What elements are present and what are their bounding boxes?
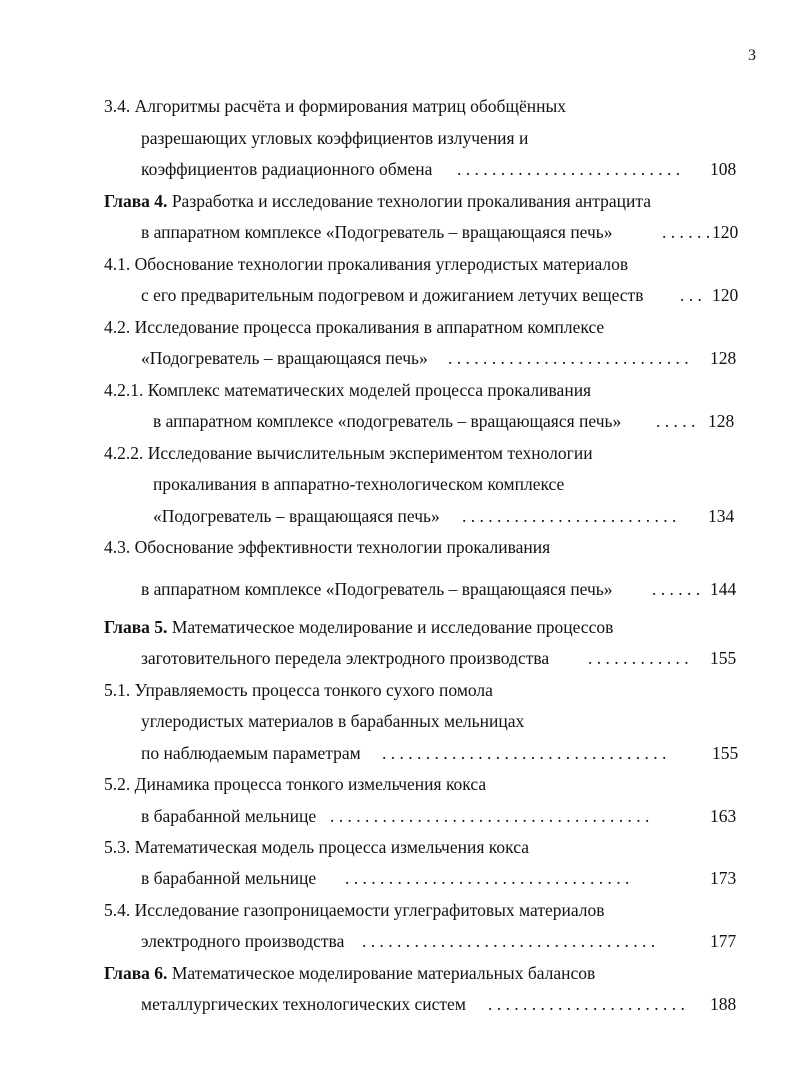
toc-leader: . . . . . . <box>652 579 701 599</box>
toc-leader: . . . . . . . . . . . . . . . . . . . . . . . . . . . . <box>448 348 689 368</box>
toc-leader: . . . . . . . . . . . . . . . . . . . . . . . <box>488 994 685 1014</box>
toc-leader: . . . <box>680 285 702 305</box>
toc-page-number: 128 <box>710 348 737 368</box>
toc-entry-title: электродного производства <box>141 931 345 951</box>
toc-entry-title: 4.2.2. Исследование вычислительным экспериментом технологии <box>104 443 593 463</box>
toc-entry-title: заготовительного передела электродного производства <box>141 648 550 668</box>
toc-page-number: 188 <box>710 994 737 1014</box>
toc-page-number: 120 <box>712 222 739 242</box>
toc-entry-title: «Подогреватель – вращающаяся печь» <box>153 506 440 526</box>
toc-entry-title: 5.2. Динамика процесса тонкого измельчения кокса <box>104 774 487 794</box>
toc-entry-title: в барабанной мельнице <box>141 868 317 888</box>
toc-leader: . . . . . . . . . . . . . . . . . . . . . . . . . . <box>457 159 681 179</box>
toc-entry-title: 5.4. Исследование газопроницаемости углеграфитовых материалов <box>104 900 605 920</box>
toc-entry-title: 4.2.1. Комплекс математических моделей процесса прокаливания <box>104 380 592 400</box>
toc-entry-title: разрешающих угловых коэффициентов излучения и <box>141 128 529 148</box>
toc-entry-title: «Подогреватель – вращающаяся печь» <box>141 348 428 368</box>
toc-entry-title: прокаливания в аппаратно-технологическом комплексе <box>153 474 565 494</box>
toc-entry-title: по наблюдаемым параметрам <box>141 743 361 763</box>
toc-page-number: 120 <box>712 285 739 305</box>
toc-entry-title: Математическое моделирование материальных балансов <box>167 963 596 983</box>
toc-entry-title: 4.2. Исследование процесса прокаливания в аппаратном комплексе <box>104 317 605 337</box>
page-number: 3 <box>748 47 756 64</box>
toc-leader: . . . . . . . . . . . . . . . . . . . . . . . . . <box>462 506 677 526</box>
toc-entry-title: с его предварительным подогревом и дожиганием летучих веществ <box>141 285 644 305</box>
chapter-label: Глава 4. <box>104 191 168 211</box>
toc-page-number: 128 <box>708 411 735 431</box>
toc-page-number: 134 <box>708 506 735 526</box>
toc-entry-title: 3.4. Алгоритмы расчёта и формирования матриц обобщённых <box>104 96 566 116</box>
toc-leader: . . . . . . . . . . . . . . . . . . . . . . . . . . . . . . . . . . <box>362 931 656 951</box>
toc-page-number: 108 <box>710 159 737 179</box>
toc-entry-title: 4.3. Обоснование эффективности технологии прокаливания <box>104 537 551 557</box>
toc-entry-title: в аппаратном комплексе «Подогреватель – вращающаяся печь» <box>141 222 613 242</box>
toc-leader: . . . . . . . . . . . . . . . . . . . . . . . . . . . . . . . . . <box>382 743 667 763</box>
chapter-label: Глава 6. <box>104 963 168 983</box>
toc-entry-title: коэффициентов радиационного обмена <box>141 159 433 179</box>
toc-leader: . . . . . . . . . . . . . . . . . . . . . . . . . . . . . . . . . . . . . <box>330 806 650 826</box>
toc-entry-title: углеродистых материалов в барабанных мельницах <box>141 711 525 731</box>
toc-entry-title: в барабанной мельнице <box>141 806 317 826</box>
toc-entry-title: 4.1. Обоснование технологии прокаливания углеродистых материалов <box>104 254 629 274</box>
toc-page-number: 144 <box>710 579 737 599</box>
toc-entry-title: Математическое моделирование и исследование процессов <box>167 617 614 637</box>
toc-page-number: 173 <box>710 868 737 888</box>
toc-entry-title: 5.3. Математическая модель процесса измельчения кокса <box>104 837 529 857</box>
toc-leader: . . . . . . <box>662 222 711 242</box>
toc-leader: . . . . . . . . . . . . . . . . . . . . . . . . . . . . . . . . . <box>345 868 630 888</box>
toc-leader: . . . . . . . . . . . . <box>588 648 689 668</box>
toc-page-number: 155 <box>712 743 739 763</box>
toc-entry-title: в аппаратном комплексе «Подогреватель – вращающаяся печь» <box>141 579 613 599</box>
toc-entry-title: в аппаратном комплексе «подогреватель – вращающаяся печь» <box>153 411 622 431</box>
toc-entry-title: Разработка и исследование технологии прокаливания антрацита <box>167 191 651 211</box>
toc-page-number: 163 <box>710 806 737 826</box>
toc-entry-title: 5.1. Управляемость процесса тонкого сухого помола <box>104 680 493 700</box>
toc-leader: . . . . . <box>656 411 696 431</box>
toc-page-number: 177 <box>710 931 737 951</box>
toc-page-number: 155 <box>710 648 737 668</box>
chapter-label: Глава 5. <box>104 617 168 637</box>
toc-entry-title: металлургических технологических систем <box>141 994 466 1014</box>
